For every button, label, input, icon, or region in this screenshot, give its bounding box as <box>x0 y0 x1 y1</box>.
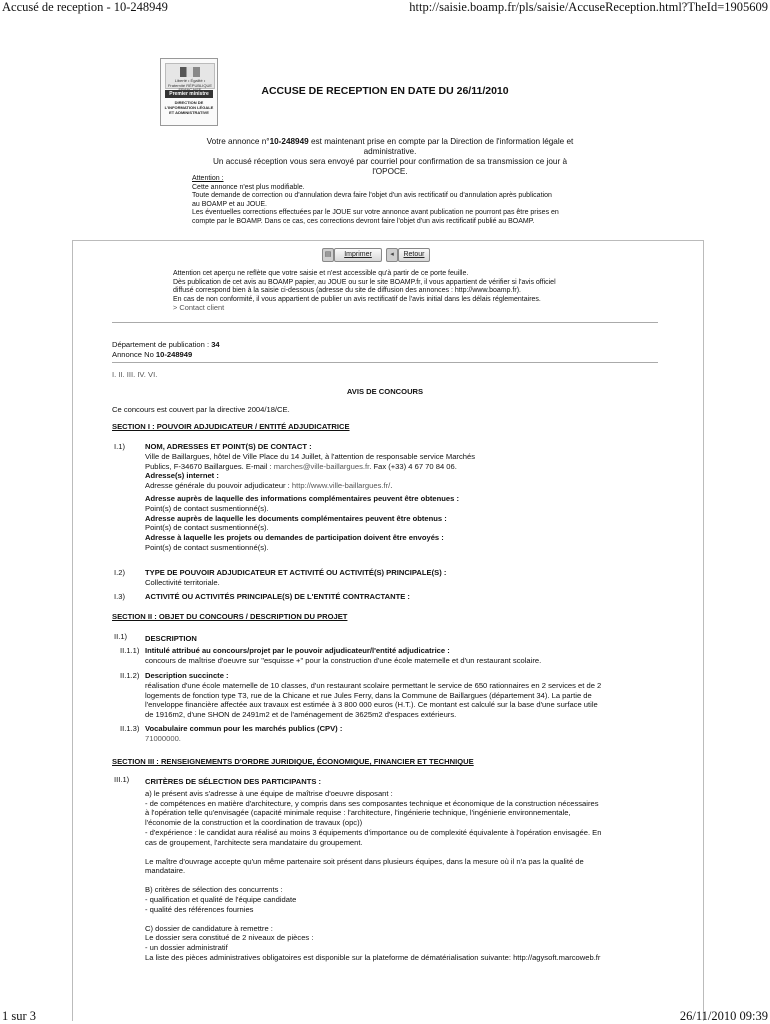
intro-line-1 <box>190 137 590 147</box>
section-1-1 <box>145 442 675 553</box>
contact-point-text: Point(s) de contact susmentionné(s). <box>145 503 269 513</box>
contact-client-link[interactable]: > Contact client <box>173 303 225 313</box>
attention-line: au BOAMP et au JOUE. <box>192 200 267 208</box>
print-footer-date: 26/11/2010 09:39 <box>679 1009 768 1023</box>
intro-line-2: administrative. <box>363 147 417 156</box>
info-address-heading: Adresse auprès de laquelle des informations complémentaires peuvent être obtenues : <box>145 493 459 503</box>
item-heading: TYPE DE POUVOIR ADJUDICATEUR ET ACTIVITÉ OU ACTIVITÉ(S) PRINCIPALE(S) : <box>145 568 447 577</box>
item-heading: Vocabulaire commun pour les marchés publics (CPV) : <box>145 724 343 733</box>
internet-heading: Adresse(s) internet : <box>145 471 219 481</box>
logo-premier-ministre: Premier ministre <box>165 90 213 98</box>
criteria-line: - qualité des références fournies <box>145 904 254 914</box>
publication-dept <box>112 340 220 350</box>
section-1-title: SECTION I : POUVOIR ADJUDICATEUR / ENTITÉ ADJUDICATRICE <box>112 422 350 431</box>
website-link[interactable]: http://www.ville-baillargues.fr/ <box>291 481 391 491</box>
item-heading: NOM, ADRESSES ET POINT(S) DE CONTACT : <box>145 442 312 451</box>
address-line <box>145 462 675 472</box>
back-button[interactable]: Retour <box>398 248 430 262</box>
print-footer-page: 1 sur 3 <box>2 1009 37 1023</box>
section-3-title: SECTION III : RENSEIGNEMENTS D'ORDRE JURIDIQUE, ÉCONOMIQUE, FINANCIER ET TECHNIQUE <box>112 757 474 766</box>
general-address-label: Adresse générale du pouvoir adjudicateur : <box>145 481 292 491</box>
back-icon: ◂ <box>386 248 398 262</box>
criteria-line: - d'expérience : le candidat aura réalisé au moins 3 équipements d'importance ou de complexité équivalente à l'opération envisagée. En <box>145 827 602 837</box>
criteria-line: La liste des pièces administratives obligatoires est disponible sur la plateforme de dématérialisation suivante: http://agysoft.marcoweb.fr <box>145 952 601 962</box>
address-text: Publics, F-34670 Baillargues. E-mail : <box>145 461 274 471</box>
criteria-line: - qualification et qualité de l'équipe candidate <box>145 894 297 904</box>
marianne-flag-icon <box>180 67 200 77</box>
item-heading: CRITÈRES DE SÉLECTION DES PARTICIPANTS : <box>145 777 322 786</box>
send-address-heading: Adresse à laquelle les projets ou demandes de participation doivent être envoyés : <box>145 533 444 543</box>
section-nav-links[interactable]: I. II. III. IV. VI. <box>112 370 158 379</box>
notice-line: Attention cet aperçu ne reflète que votre saisie et n'est accessible qu'à partir de ce porte feuille. <box>173 270 469 277</box>
item-number: II.1.2) <box>120 671 140 680</box>
item-number: I.2) <box>114 568 125 577</box>
item-number: I.3) <box>114 592 125 601</box>
section-2-1-2 <box>145 671 685 720</box>
section-2-1-1 <box>145 646 685 666</box>
email-link[interactable]: marches@ville-baillargues.fr <box>273 461 370 471</box>
print-icon: ▤ <box>322 248 334 262</box>
directive-text: Ce concours est couvert par la directive 2004/18/CE. <box>112 405 290 414</box>
contact-point-text: Point(s) de contact susmentionné(s). <box>145 523 269 533</box>
print-header-title: Accusé de reception - 10-248949 <box>2 0 168 14</box>
intro-line-3: Un accusé réception vous sera envoyé par courriel pour confirmation de sa transmission ce jour à <box>212 157 568 166</box>
annonce-label: Annonce No <box>112 350 156 359</box>
notice-line: En cas de non conformité, il vous appartient de publier un avis rectificatif de l'avis initial dans les délais réglementaires. <box>173 295 541 303</box>
description-line: logements de fonction type T3, rue de la Chicane et rue Jules Ferry, dans la Commune de Baillargues (département 34). La partie de <box>145 690 592 700</box>
item-number: III.1) <box>114 775 130 784</box>
criteria-line: B) critères de sélection des concurrents : <box>145 885 283 895</box>
divider <box>112 322 658 323</box>
intro-text: est maintenant prise en compte par la Direction de l'information légale et <box>308 137 574 146</box>
general-address <box>145 481 675 491</box>
section-1-2 <box>145 568 675 588</box>
logo-dila-text: DIRECTION DE L'INFORMATION LÉGALE ET ADMINISTRATIVE <box>164 100 214 115</box>
item-heading: Description succincte : <box>145 671 229 680</box>
notice-line: diffusé correspond bien à la saisie ci-dessous (adresse du site de diffusion des annonces : http://www.boamp.fr). <box>173 287 521 295</box>
intro-line-4: l'OPOCE. <box>372 167 408 176</box>
attention-block <box>192 175 592 227</box>
description-line: réalisation d'une école maternelle de 10 classes, d'un restaurant scolaire permettant le service de 650 rationnaires en 2 services et de 2 <box>145 680 602 690</box>
address-line: Ville de Baillargues, hôtel de Ville Place du 14 Juillet, à l'attention de responsable service Marchés <box>145 451 476 461</box>
avis-title: AVIS DE CONCOURS <box>346 387 424 396</box>
annonce-value: 10-248949 <box>155 350 193 359</box>
attention-line: Les éventuelles corrections effectuées par le JOUE sur votre annonce avant publication ne pourront pas être prises en <box>192 209 559 217</box>
divider <box>112 362 658 363</box>
attention-label: Attention : <box>192 175 224 182</box>
item-number: II.1.3) <box>120 724 140 733</box>
annonce-number: 10-248949 <box>269 137 309 146</box>
description-line: de 1916m2, d'une SHON de 2491m2 et de l'aménagement de 3625m2 d'espaces extérieurs. <box>145 710 457 720</box>
intro-block <box>190 137 590 177</box>
description-line: l'enveloppe financière affectée aux travaux est estimée à 3 800 000 euros (H.T.). Ce montant est calculé sur la base d'une surface utile <box>145 700 598 710</box>
attention-line: Cette annonce n'est plus modifiable. <box>192 183 305 191</box>
print-button[interactable]: Imprimer <box>334 248 382 262</box>
item-number: II.1.1) <box>120 646 140 655</box>
notice-line: Dès publication de cet avis au BOAMP papier, au JOUE ou sur le site BOAMP.fr, il vous appartient de vérifier si l'avis officiel <box>173 278 556 286</box>
print-header-url: http://saisie.boamp.fr/pls/saisie/AccuseReception.html?TheId=1905609 <box>409 0 768 14</box>
criteria-line: l'économie de la construction et la coordination de travaux (opc)) <box>145 818 363 828</box>
annonce-no <box>112 350 192 360</box>
intro-text: Votre annonce n° <box>206 137 270 146</box>
attention-line: Toute demande de correction ou d'annulation devra faire l'objet d'un avis rectificatif ou d'annulation après publication <box>192 192 552 200</box>
section-3-1 <box>145 777 685 963</box>
section-2-1-3 <box>145 724 685 744</box>
criteria-line: - un dossier administratif <box>145 943 228 953</box>
criteria-line: mandataire. <box>145 866 186 876</box>
dept-value: 34 <box>211 340 220 349</box>
item-text: concours de maîtrise d'oeuvre sur "esquisse +" pour la construction d'une école maternelle et d'un restaurant scolaire. <box>145 655 542 665</box>
item-number: I.1) <box>114 442 125 451</box>
criteria-line: à l'opération telle qu'envisagée (capacité minimale requise : l'architecture, l'ingénierie technique, l'ingénierie environnementale, <box>145 808 571 818</box>
punctuation: . <box>390 481 393 491</box>
item-heading: DESCRIPTION <box>145 634 197 643</box>
section-2-title: SECTION II : OBJET DU CONCOURS / DESCRIPTION DU PROJET <box>112 612 348 621</box>
criteria-line: C) dossier de candidature à remettre : <box>145 923 273 933</box>
criteria-line: cas de groupement, l'architecte sera mandataire du groupement. <box>145 837 363 847</box>
dept-label: Département de publication : <box>112 340 212 349</box>
contact-point-text: Point(s) de contact susmentionné(s). <box>145 542 269 552</box>
attention-line: compte par le BOAMP. Dans ce cas, ces corrections devront faire l'objet d'un avis rectificatif publié au BOAMP. <box>192 217 535 225</box>
docs-address-heading: Adresse auprès de laquelle les documents complémentaires peuvent être obtenus : <box>145 513 447 523</box>
item-number: II.1) <box>114 632 128 641</box>
item-text: Collectivité territoriale. <box>145 577 220 587</box>
item-heading: Intitulé attribué au concours/projet par le pouvoir adjudicateur/l'entité adjudicatrice : <box>145 646 450 655</box>
item-heading: ACTIVITÉ OU ACTIVITÉS PRINCIPALE(S) DE L'ENTITÉ CONTRACTANTE : <box>145 592 410 601</box>
criteria-line: - de compétences en matière d'architecture, y compris dans ses composantes technique et économique de la construction nécessaires <box>145 798 599 808</box>
fax-text: . Fax (+33) 4 67 70 84 06. <box>369 461 457 471</box>
criteria-line: Le maître d'ouvrage accepte qu'un même partenaire soit présent dans plusieurs équipes, dans la mesure où il n'a pas la qualité de <box>145 856 584 866</box>
criteria-line: a) le présent avis s'adresse à une équipe de maîtrise d'oeuvre disposant : <box>145 788 393 798</box>
criteria-line: Le dossier sera constitué de 2 niveaux de pièces : <box>145 933 314 943</box>
page-title: ACCUSE DE RECEPTION EN DATE DU 26/11/2010 <box>261 85 509 97</box>
notice-block <box>173 270 673 313</box>
cpv-code: 71000000. <box>145 733 181 743</box>
logo-republique-text: Liberté • Égalité • Fraternité RÉPUBLIQUE <box>167 78 212 88</box>
